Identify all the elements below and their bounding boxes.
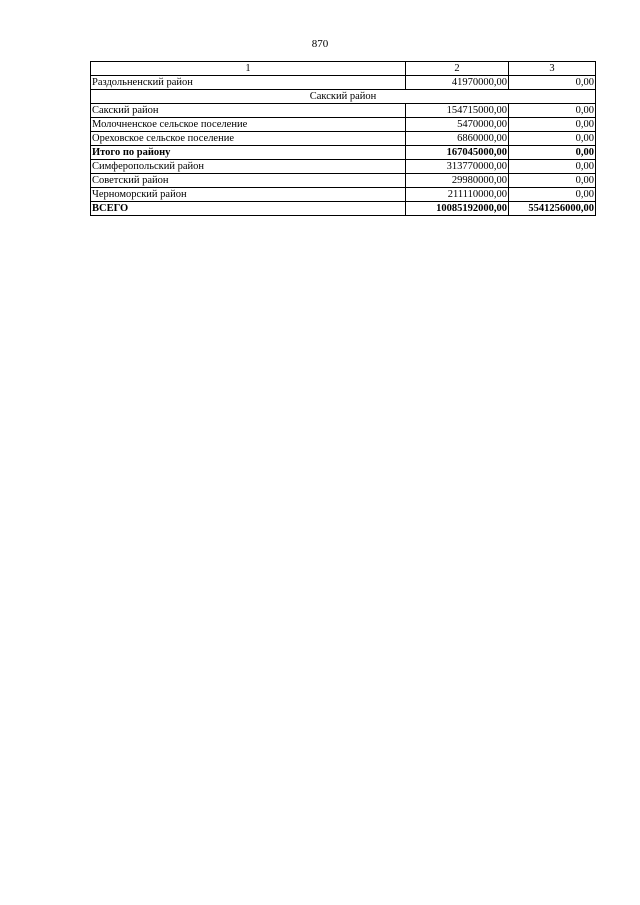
row-value-col2: 41970000,00 [406,76,509,90]
table-row [91,174,596,188]
row-name: Итого по району [91,146,406,160]
grand-total-row [91,202,596,216]
row-value-col2: 10085192000,00 [406,202,509,216]
row-name: Ореховское сельское поселение [91,132,406,146]
row-name: Советский район [91,174,406,188]
row-name: Черноморский район [91,188,406,202]
row-name: ВСЕГО [91,202,406,216]
table-row [91,104,596,118]
page-number: 870 [311,38,329,50]
column-header: 1 [91,62,406,76]
budget-table [90,61,596,216]
row-name: Раздольненский район [91,76,406,90]
row-value-col2: 29980000,00 [406,174,509,188]
row-value-col3: 0,00 [509,118,596,132]
row-value-col3: 5541256000,00 [509,202,596,216]
row-value-col2: 154715000,00 [406,104,509,118]
section-title: Сакский район [91,90,596,104]
table-row [91,118,596,132]
row-name: Сакский район [91,104,406,118]
row-value-col2: 167045000,00 [406,146,509,160]
row-value-col3: 0,00 [509,132,596,146]
row-value-col3: 0,00 [509,76,596,90]
table-row [91,188,596,202]
row-name: Симферопольский район [91,160,406,174]
table-row [91,76,596,90]
section-row [91,90,596,104]
table-row [91,160,596,174]
row-value-col2: 211110000,00 [406,188,509,202]
district-total-row [91,146,596,160]
row-value-col3: 0,00 [509,146,596,160]
table-row [91,132,596,146]
row-value-col2: 6860000,00 [406,132,509,146]
row-value-col3: 0,00 [509,104,596,118]
column-header: 3 [509,62,596,76]
row-value-col3: 0,00 [509,160,596,174]
table-header-row [91,62,596,76]
row-value-col2: 313770000,00 [406,160,509,174]
row-value-col2: 5470000,00 [406,118,509,132]
row-name: Молочненское сельское поселение [91,118,406,132]
row-value-col3: 0,00 [509,188,596,202]
row-value-col3: 0,00 [509,174,596,188]
column-header: 2 [406,62,509,76]
